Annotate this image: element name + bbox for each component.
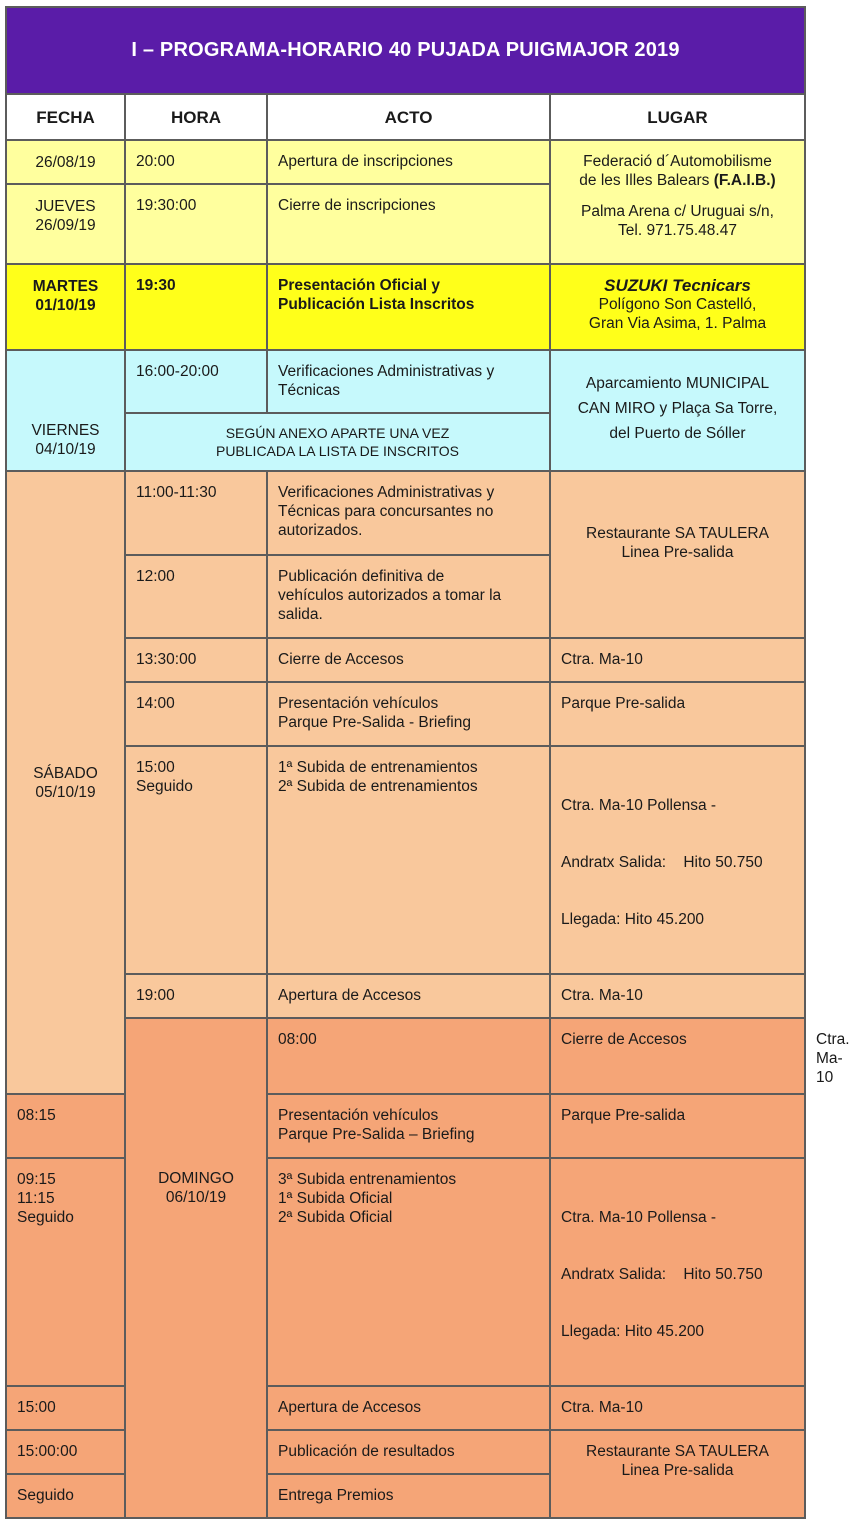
acto-line: salida.: [278, 606, 323, 623]
sponsor-name: SUZUKI Tecnicars: [604, 276, 751, 295]
acto-line: Presentación Oficial y: [278, 277, 440, 294]
lugar-faib-cell: [550, 140, 805, 264]
lugar-cell: [550, 746, 805, 974]
fecha-cell: [6, 350, 125, 471]
hora-cell: 12:00: [125, 555, 267, 638]
acto-cell: Apertura de inscripciones: [267, 140, 550, 184]
acto-cell: [267, 682, 550, 746]
acto-cell: [267, 264, 550, 350]
schedule-document: [5, 6, 850, 1504]
lugar-cell: Parque Pre-salida: [550, 1094, 805, 1158]
acto-cell: [267, 350, 550, 413]
acto-cell: [267, 555, 550, 638]
acto-cell: Entrega Premios: [267, 1474, 550, 1518]
hora-line: 11:15: [17, 1190, 55, 1207]
spacer: [559, 190, 796, 202]
hora-cell: 15:00: [6, 1386, 125, 1430]
hora-cell: 19:00: [125, 974, 267, 1018]
acto-cell: Apertura de Accesos: [267, 1386, 550, 1430]
acto-line: Verificaciones Administrativas y: [278, 484, 495, 501]
lugar-line: Federació d´Automobilisme: [583, 153, 772, 170]
anexo-line: PUBLICADA LA LISTA DE INSCRITOS: [215, 443, 459, 459]
lugar-line: [559, 171, 796, 190]
anexo-note: [125, 413, 550, 471]
fecha-date: 26/09/19: [35, 217, 96, 234]
lugar-cell: [550, 264, 805, 350]
acto-line: Presentación vehículos: [278, 1107, 439, 1124]
acto-line: autorizados.: [278, 522, 363, 539]
acto-cell: Cierre de inscripciones: [267, 184, 550, 264]
hora-cell: 19:30:00: [125, 184, 267, 264]
hora-cell: 13:30:00: [125, 638, 267, 682]
acto-line: Técnicas: [278, 382, 341, 399]
table-row: [6, 264, 805, 350]
acto-line: vehículos autorizados a tomar la: [278, 587, 502, 604]
lugar-line: Gran Via Asima, 1. Palma: [588, 315, 767, 332]
fecha-day: MARTES: [32, 278, 99, 295]
hora-line: 09:15: [17, 1171, 56, 1188]
lugar-text: de les Illes Balears: [579, 172, 714, 189]
lugar-line: Polígono Son Castelló,: [598, 296, 757, 313]
lugar-line: Aparcamiento MUNICIPAL: [585, 375, 770, 392]
table-row: [6, 471, 805, 555]
lugar-line: del Puerto de Sóller: [609, 425, 746, 442]
lugar-cell: Ctra. Ma-10: [550, 974, 805, 1018]
fecha-day: JUEVES: [35, 198, 96, 215]
acto-cell: [267, 746, 550, 974]
acto-cell: [267, 1094, 550, 1158]
fecha-date: 04/10/19: [35, 441, 96, 458]
lugar-line: Palma Arena c/ Uruguai s/n,: [581, 203, 774, 220]
header-fecha: FECHA: [6, 94, 125, 140]
lugar-line: Ctra. Ma-10 Pollensa -: [561, 797, 717, 814]
acto-cell: [267, 471, 550, 555]
table-row: [6, 350, 805, 413]
fecha-date: 05/10/19: [35, 783, 96, 801]
lugar-cell: [550, 471, 805, 638]
table-row: [6, 638, 805, 682]
hora-cell: [6, 1158, 125, 1386]
lugar-line: CAN MIRO y Plaça Sa Torre,: [577, 400, 778, 417]
header-lugar: LUGAR: [550, 94, 805, 140]
lugar-line: Tel. 971.75.48.47: [618, 222, 737, 239]
lugar-cell: Ctra. Ma-10: [550, 638, 805, 682]
acto-line: 3ª Subida entrenamientos: [278, 1171, 457, 1188]
hora-cell: 19:30: [125, 264, 267, 350]
acto-cell: Cierre de Accesos: [267, 638, 550, 682]
acto-line: 1ª Subida Oficial: [278, 1190, 393, 1207]
acto-line: Publicación definitiva de: [278, 568, 445, 585]
table-row: [6, 974, 805, 1018]
header-acto: ACTO: [267, 94, 550, 140]
hora-cell: 14:00: [125, 682, 267, 746]
fecha-cell: [125, 1018, 267, 1518]
fecha-day: SÁBADO: [33, 764, 98, 782]
acto-line: Presentación vehículos: [278, 695, 439, 712]
fecha-day: DOMINGO: [158, 1170, 234, 1187]
fecha-date: 06/10/19: [165, 1189, 227, 1206]
table-row: [6, 746, 805, 974]
acto-cell: [267, 1158, 550, 1386]
hora-cell: 20:00: [125, 140, 267, 184]
lugar-line: Restaurante SA TAULERA: [586, 525, 769, 542]
lugar-cell: Ctra. Ma-10: [550, 1386, 805, 1430]
lugar-line: Llegada: Hito 45.200: [561, 911, 705, 928]
hora-cell: 08:15: [6, 1094, 125, 1158]
hora-cell: Seguido: [6, 1474, 125, 1518]
lugar-line: Ctra. Ma-10 Pollensa -: [561, 1209, 717, 1226]
lugar-cell: [550, 1430, 805, 1518]
acto-line: 2ª Subida Oficial: [278, 1209, 393, 1226]
acto-line: Parque Pre-Salida - Briefing: [278, 714, 471, 731]
anexo-line: SEGÚN ANEXO APARTE UNA VEZ: [225, 425, 450, 441]
acto-line: 1ª Subida de entrenamientos: [278, 759, 478, 776]
acto-line: Técnicas para concursantes no: [278, 503, 494, 520]
hora-cell: 15:00:00: [6, 1430, 125, 1474]
fecha-date: 01/10/19: [35, 297, 96, 314]
lugar-cell: [550, 1158, 805, 1386]
acto-cell: Apertura de Accesos: [267, 974, 550, 1018]
fecha-cell: [6, 264, 125, 350]
header-row: [6, 94, 805, 140]
lugar-line: Linea Pre-salida: [621, 544, 734, 561]
hora-cell: [125, 746, 267, 974]
lugar-line: Linea Pre-salida: [621, 1462, 734, 1479]
hora-cell: 16:00-20:00: [125, 350, 267, 413]
table-row: DOMINGO 06/10/19 08:00 Cierre de Accesos Ctra. Ma-10: [6, 1018, 805, 1094]
faib-acronym: (F.A.I.B.): [713, 172, 776, 189]
lugar-cell: Parque Pre-salida: [550, 682, 805, 746]
lugar-line: Restaurante SA TAULERA: [586, 1443, 769, 1460]
acto-line: Verificaciones Administrativas y: [278, 363, 495, 380]
fecha-cell: [6, 184, 125, 264]
acto-line: Parque Pre-Salida – Briefing: [278, 1126, 475, 1143]
table-row: [6, 140, 805, 184]
acto-cell: Publicación de resultados: [267, 1430, 550, 1474]
hora-cell: 11:00-11:30: [125, 471, 267, 555]
lugar-line: Andratx Salida: Hito 50.750: [561, 854, 763, 871]
acto-cell: Cierre de Accesos: [550, 1018, 805, 1094]
hora-line: 15:00: [136, 759, 175, 776]
schedule-table: [5, 6, 850, 1519]
lugar-line: Andratx Salida: Hito 50.750: [561, 1266, 763, 1283]
header-hora: HORA: [125, 94, 267, 140]
acto-line: Publicación Lista Inscritos: [278, 296, 475, 313]
acto-line: 2ª Subida de entrenamientos: [278, 778, 478, 795]
hora-cell: 08:00: [267, 1018, 550, 1094]
lugar-cell: [550, 350, 805, 471]
hora-line: Seguido: [136, 778, 193, 795]
fecha-cell: [6, 471, 125, 1094]
fecha-cell: 26/08/19: [6, 140, 125, 184]
table-row: [6, 682, 805, 746]
hora-line: Seguido: [17, 1209, 74, 1226]
document-title: I – PROGRAMA-HORARIO 40 PUJADA PUIGMAJOR 2019: [6, 7, 805, 94]
lugar-line: Llegada: Hito 45.200: [561, 1323, 705, 1340]
fecha-day: VIERNES: [31, 422, 100, 439]
